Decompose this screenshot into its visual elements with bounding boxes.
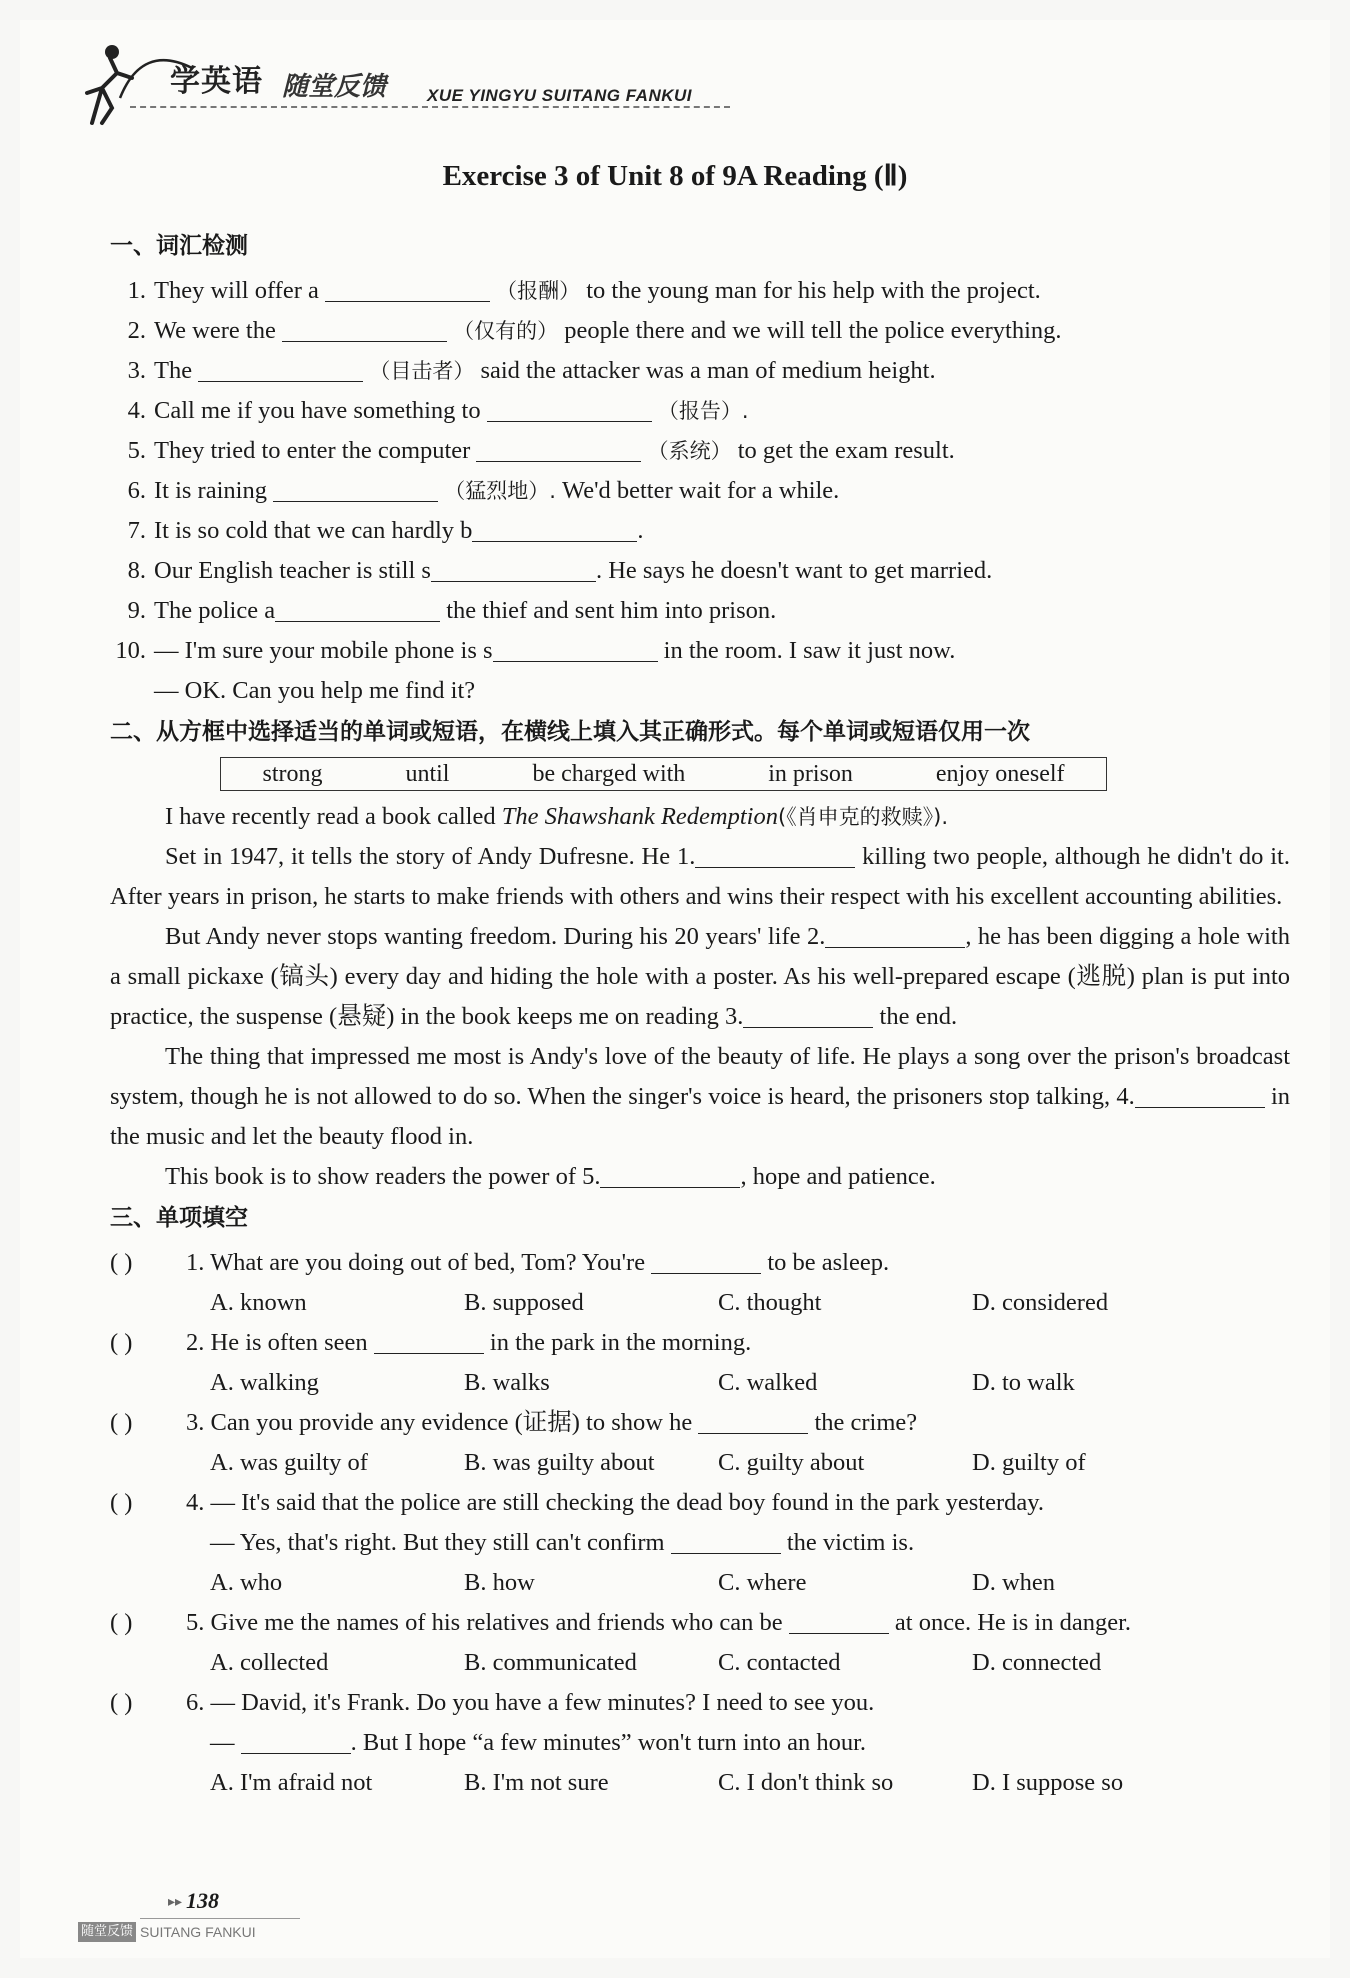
option-d[interactable]: D. when <box>972 1569 1056 1596</box>
mc-question-4: ( ) 4. — It's said that the police are still checking the dead boy found in the park yesterday. <box>110 1483 1290 1523</box>
chinese-hint: （目击者） <box>369 359 475 383</box>
passage-blank-5[interactable] <box>600 1161 740 1188</box>
exercise-content <box>110 225 1290 1803</box>
section3-heading: 三、单项填空 <box>110 1205 248 1231</box>
item-text-after: said the attacker was a man of medium height. <box>480 357 936 384</box>
answer-blank[interactable] <box>275 595 440 622</box>
answer-blank[interactable] <box>325 275 490 302</box>
option-c[interactable]: C. guilty about <box>718 1449 865 1476</box>
item-text-after: . He says he doesn't want to get married. <box>595 557 993 584</box>
answer-parens[interactable]: ( ) <box>110 1689 133 1716</box>
mc-options-3 <box>110 1443 1290 1483</box>
mc-question-2: ( ) 2. He is often seen in the park in the morning. <box>110 1323 1290 1363</box>
item-text-after: We'd better wait for a while. <box>562 477 840 504</box>
section2-heading: 二、从方框中选择适当的单词或短语，在横线上填入其正确形式。每个单词或短语仅用一次 <box>110 719 1030 745</box>
item-text: It is raining <box>154 477 267 504</box>
dialogue-reply: — OK. Can you help me find it? <box>154 677 476 704</box>
vocab-item-8 <box>110 551 1290 591</box>
vocab-item-4 <box>110 391 1290 431</box>
vocab-item-10 <box>110 631 1290 671</box>
brand-chinese-subtitle: 随堂反馈 <box>282 72 387 102</box>
answer-blank[interactable] <box>472 515 637 542</box>
question-blank <box>651 1247 761 1274</box>
word-bank-box <box>220 757 1107 791</box>
item-number: 8. <box>127 557 146 584</box>
blank-number: 2. <box>806 923 826 950</box>
mc-options-5 <box>110 1643 1290 1683</box>
blank-number: 5. <box>582 1163 601 1190</box>
option-b[interactable]: B. communicated <box>464 1649 637 1676</box>
item-text-after: . <box>637 517 644 544</box>
answer-parens[interactable]: ( ) <box>110 1409 133 1436</box>
vocab-item-9 <box>110 591 1290 631</box>
option-d[interactable]: D. guilty of <box>972 1449 1086 1476</box>
vocab-item-10-reply <box>110 671 1290 711</box>
item-text: — I'm sure your mobile phone is s <box>154 637 493 664</box>
option-c[interactable]: C. I don't think so <box>718 1769 894 1796</box>
item-text: The <box>154 357 193 384</box>
question-blank <box>789 1607 889 1634</box>
answer-blank[interactable] <box>198 355 363 382</box>
passage-paragraph-1: I have recently read a book called The Shawshank Redemption(《肖申克的救赎》). <box>165 803 949 830</box>
mc-question-5: ( ) 5. Give me the names of his relatives and friends who can be at once. He is in danger. <box>110 1603 1290 1643</box>
option-c[interactable]: C. walked <box>718 1369 818 1396</box>
passage-blank-3[interactable] <box>743 1001 873 1028</box>
option-d[interactable]: D. to walk <box>972 1369 1075 1396</box>
word-bank-item: in prison <box>768 761 853 787</box>
item-number: 5. <box>127 437 146 464</box>
item-text-after: to get the exam result. <box>737 437 955 464</box>
blank-number: 4. <box>1116 1083 1135 1110</box>
item-text-after: people there and we will tell the police everything. <box>564 317 1062 344</box>
brand-chinese-title: 学英语 <box>170 64 263 99</box>
vocab-item-3 <box>110 351 1290 391</box>
question-blank <box>374 1327 484 1354</box>
question-blank <box>671 1527 781 1554</box>
item-text: We were the <box>154 317 276 344</box>
vocab-item-1 <box>110 271 1290 311</box>
vocab-item-2 <box>110 311 1290 351</box>
answer-blank[interactable] <box>476 435 641 462</box>
passage-blank-4[interactable] <box>1135 1081 1265 1108</box>
item-number: 2. <box>127 317 146 344</box>
chinese-hint: （仅有的） <box>453 319 559 343</box>
item-text: They tried to enter the computer <box>154 437 471 464</box>
option-d[interactable]: D. connected <box>972 1649 1102 1676</box>
question-blank <box>698 1407 808 1434</box>
header-divider <box>130 106 730 110</box>
item-number: 7. <box>127 517 146 544</box>
item-number: 9. <box>127 597 146 624</box>
chinese-hint: （报酬） <box>496 279 581 303</box>
blank-number: 3. <box>725 1003 744 1030</box>
answer-parens[interactable]: ( ) <box>110 1609 133 1636</box>
vocab-item-7 <box>110 511 1290 551</box>
word-bank-item: enjoy oneself <box>935 761 1065 787</box>
item-text: Our English teacher is still s <box>154 557 431 584</box>
item-number: 6. <box>127 477 146 504</box>
footer <box>78 1888 338 1948</box>
page-title: Exercise 3 of Unit 8 of 9A Reading (Ⅱ) <box>442 160 908 192</box>
option-c[interactable]: C. thought <box>718 1289 822 1316</box>
word-bank-item: be charged with <box>532 761 686 787</box>
option-a[interactable]: A. I'm afraid not <box>210 1769 373 1796</box>
item-text-after: to the young man for his help with the project. <box>586 277 1041 304</box>
item-number: 1. <box>127 277 146 304</box>
item-text: It is so cold that we can hardly b <box>154 517 473 544</box>
blank-number: 1. <box>676 843 696 870</box>
mc-question-6: ( ) 6. — David, it's Frank. Do you have a few minutes? I need to see you. <box>110 1683 1290 1723</box>
passage-blank-1[interactable] <box>695 841 855 868</box>
answer-blank[interactable] <box>282 315 447 342</box>
brand-pinyin-title: XUE YINGYU SUITANG FANKUI <box>427 86 693 105</box>
mc-question-1: ( ) 1. What are you doing out of bed, Tom? You're to be asleep. <box>110 1243 1290 1283</box>
answer-blank[interactable] <box>493 635 658 662</box>
option-b[interactable]: B. I'm not sure <box>464 1769 609 1796</box>
passage-paragraph-3: But Andy never stops wanting freedom. During his 20 years' life 2. , he has been digging a hole with a small pickaxe (镐头) every day and hiding the hole with a poster. As his well-prepared escape (逃脱) plan is put into practice, the suspense (悬疑) in the book keeps me on reading 3. the end. <box>110 923 1290 1030</box>
passage-blank-2[interactable] <box>825 921 965 948</box>
item-text: They will offer a <box>154 277 319 304</box>
option-d[interactable]: D. considered <box>972 1289 1109 1316</box>
option-a[interactable]: A. collected <box>210 1649 329 1676</box>
answer-blank[interactable] <box>273 475 438 502</box>
item-number: 3. <box>127 357 146 384</box>
chinese-hint: （猛烈地）. <box>444 479 556 503</box>
arrow-icon: ▸▸ <box>168 1894 183 1910</box>
answer-blank[interactable] <box>487 395 652 422</box>
option-c[interactable]: C. where <box>718 1569 807 1596</box>
mc-question-6-line2: — . But I hope “a few minutes” won't turn into an hour. <box>210 1729 867 1756</box>
answer-blank[interactable] <box>431 555 596 582</box>
item-text-after: in the room. I saw it just now. <box>663 637 956 664</box>
chinese-hint: （报告）. <box>657 399 749 423</box>
question-blank <box>241 1727 351 1754</box>
option-b[interactable]: B. supposed <box>464 1289 584 1316</box>
mc-question-4-line2: — Yes, that's right. But they still can't confirm the victim is. <box>210 1529 915 1556</box>
passage-paragraph-4: The thing that impressed me most is Andy's love of the beauty of life. He plays a song over the prison's broadcast system, though he is not allowed to do so. When the singer's voice is heard, the prisoners stop talking, 4. in the music and let the beauty flood in. <box>110 1043 1291 1150</box>
mc-options-6 <box>110 1763 1290 1803</box>
option-a[interactable]: A. who <box>210 1569 283 1596</box>
word-bank-item: strong <box>262 761 323 787</box>
answer-parens[interactable]: ( ) <box>110 1249 133 1276</box>
option-d[interactable]: D. I suppose so <box>972 1769 1124 1796</box>
option-c[interactable]: C. contacted <box>718 1649 841 1676</box>
passage-paragraph-5: This book is to show readers the power of 5. , hope and patience. <box>165 1163 936 1190</box>
mc-options-4 <box>110 1563 1290 1603</box>
option-a[interactable]: A. walking <box>210 1369 319 1396</box>
item-number: 4. <box>127 397 146 424</box>
option-b[interactable]: B. how <box>464 1569 535 1596</box>
answer-parens[interactable]: ( ) <box>110 1489 133 1516</box>
footer-brand-text: SUITANG FANKUI <box>140 1924 256 1940</box>
book-title: The Shawshank Redemption <box>501 803 778 830</box>
footer-brand-box: 随堂反馈 <box>78 1922 136 1942</box>
option-b[interactable]: B. was guilty about <box>464 1449 655 1476</box>
option-a[interactable]: A. was guilty of <box>210 1449 368 1476</box>
vocab-item-5 <box>110 431 1290 471</box>
mc-options-1 <box>110 1283 1290 1323</box>
header <box>72 38 692 128</box>
footer-divider <box>140 1918 300 1919</box>
item-text-after: the thief and sent him into prison. <box>446 597 777 624</box>
option-a[interactable]: A. known <box>210 1289 307 1316</box>
option-b[interactable]: B. walks <box>464 1369 550 1396</box>
worksheet-page <box>20 20 1330 1958</box>
vocab-item-6 <box>110 471 1290 511</box>
word-bank-item: until <box>405 761 450 787</box>
chinese-hint: （系统） <box>647 439 732 463</box>
answer-parens[interactable]: ( ) <box>110 1329 133 1356</box>
item-text: Call me if you have something to <box>154 397 481 424</box>
mc-question-3: ( ) 3. Can you provide any evidence (证据) to show he the crime? <box>110 1403 1290 1443</box>
page-number: 138 <box>186 1888 219 1913</box>
section1-heading: 一、词汇检测 <box>110 233 248 259</box>
mc-options-2 <box>110 1363 1290 1403</box>
item-number: 10. <box>115 637 146 664</box>
passage-paragraph-2: Set in 1947, it tells the story of Andy Dufresne. He 1. killing two people, although he didn't do it. After years in prison, he starts to make friends with others and wins their respect with his excellent accounting abilities. <box>110 843 1290 910</box>
item-text: The police a <box>154 597 276 624</box>
